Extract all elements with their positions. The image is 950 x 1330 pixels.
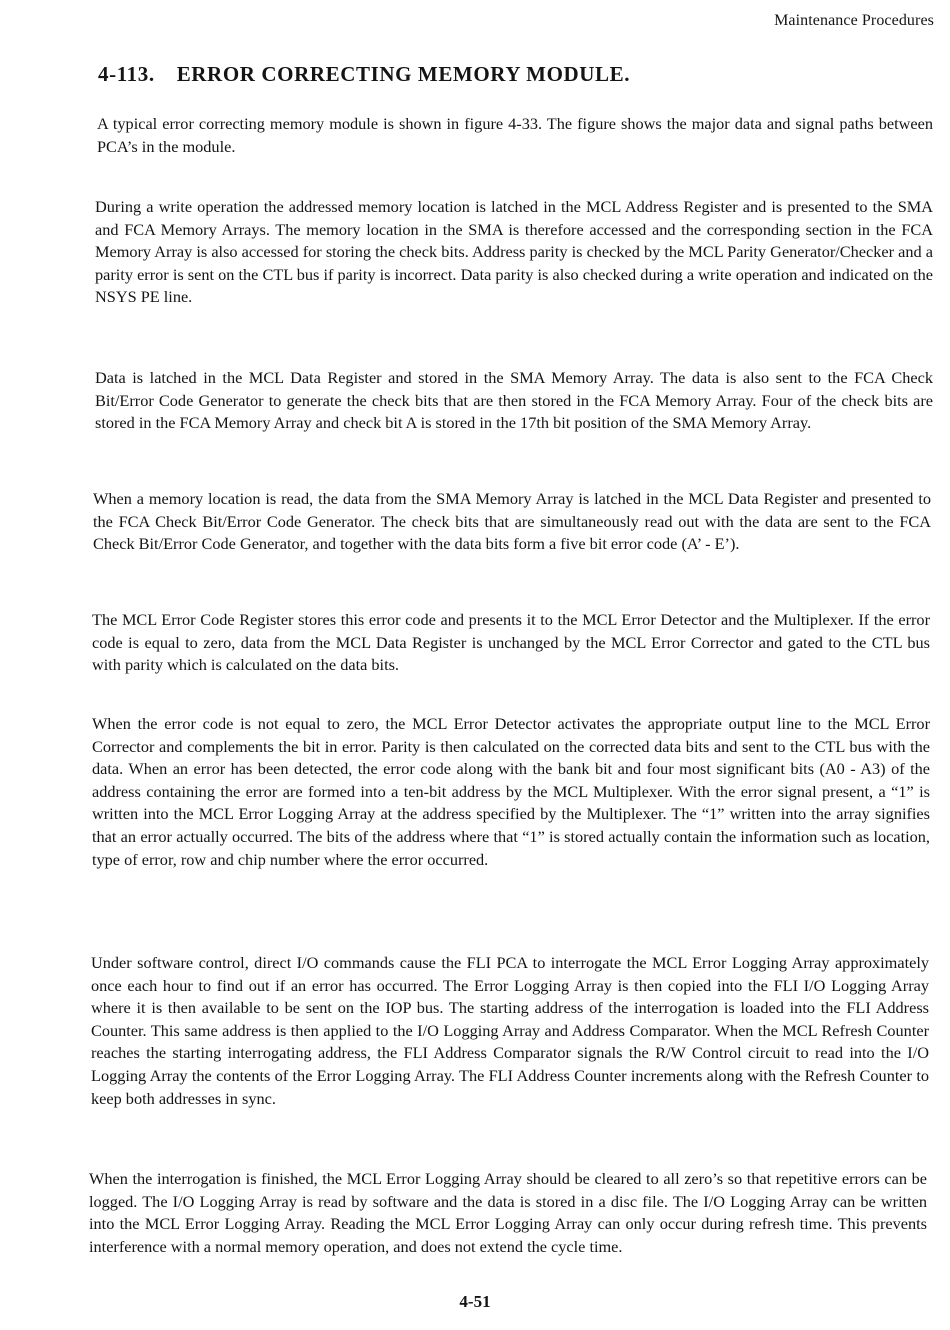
paragraph-read-operation: When a memory location is read, the data from the SMA Memory Array is latched in the MCL Data Register and presented to the FCA Check Bit/Error Code Generator. The check bits that are simultaneously read out with the data are sent to the FCA Check Bit/Error Code Generator, and together with the data bits form a five bit error code (A’ - E’). xyxy=(93,489,931,554)
section-number: 4-113. xyxy=(98,62,155,86)
paragraph-data-latch: Data is latched in the MCL Data Register and stored in the SMA Memory Array. The data is also sent to the FCA Check Bit/Error Code Generator to generate the check bits that are then stored in the FCA Memory Array. Four of the check bits are stored in the FCA Memory Array and check bit A is stored in the 17th bit position of the SMA Memory Array. xyxy=(95,368,933,433)
paragraph-error-detector: When the error code is not equal to zero, the MCL Error Detector activates the appropriate output line to the MCL Error Corrector and complements the bit in error. Parity is then calculated on the corrected data bits and sent to the CTL bus with the data. When an error has been detected, the error code along with the bank bit and four most significant bits (A0 - A3) of the address containing the error are formed into a ten-bit address by the MCL Multiplexer. With the error signal present, a “1” is written into the MCL Error Logging Array at the address specified by the Multiplexer. The “1” written into the array signifies that an error actually occurred. The bits of the address where that “1” is stored actually contain the information such as location, type of error, row and chip number where the error occurred. xyxy=(92,714,930,869)
paragraph-error-code-register: The MCL Error Code Register stores this error code and presents it to the MCL Error Detector and the Multiplexer. If the error code is equal to zero, data from the MCL Data Register is unchanged by the MCL Error Corrector and gated to the CTL bus with parity which is calculated on the data bits. xyxy=(92,610,930,675)
paragraph-software-control: Under software control, direct I/O commands cause the FLI PCA to interrogate the MCL Error Logging Array approximately once each hour to find out if an error has occurred. The Error Logging Array is then copied into the FLI I/O Logging Array where it is then available to be sent on the IOP bus. The starting address of the interrogation is loaded into the FLI Address Counter. This same address is then applied to the I/O Logging Array and Address Comparator. When the MCL Refresh Counter reaches the starting interrogating address, the FLI Address Comparator signals the R/W Control circuit to read into the I/O Logging Array the contents of the Error Logging Array. The FLI Address Counter increments along with the Refresh Counter to keep both addresses in sync. xyxy=(91,953,929,1108)
section-heading xyxy=(98,62,630,87)
paragraph-intro: A typical error correcting memory module is shown in figure 4-33. The figure shows the major data and signal paths between PCA’s in the module. xyxy=(97,114,933,156)
page-number: 4-51 xyxy=(459,1292,491,1311)
paragraph-interrogation-finished: When the interrogation is finished, the MCL Error Logging Array should be cleared to all zero’s so that repetitive errors can be logged. The I/O Logging Array is read by software and the data is stored in a disc file. The I/O Logging Array can be written into the MCL Error Logging Array. Reading the MCL Error Logging Array can only occur during refresh time. This prevents interference with a normal memory operation, and does not extend the cycle time. xyxy=(89,1169,927,1256)
running-header: Maintenance Procedures xyxy=(774,12,934,29)
paragraph-write-operation: During a write operation the addressed memory location is latched in the MCL Address Register and is presented to the SMA and FCA Memory Arrays. The memory location in the SMA is therefore accessed and the corresponding section in the FCA Memory Array is also accessed for storing the check bits. Address parity is checked by the MCL Parity Generator/Checker and a parity error is sent on the CTL bus if parity is incorrect. Data parity is also checked during a write operation and indicated on the NSYS PE line. xyxy=(95,197,933,307)
section-title: ERROR CORRECTING MEMORY MODULE. xyxy=(176,62,631,86)
